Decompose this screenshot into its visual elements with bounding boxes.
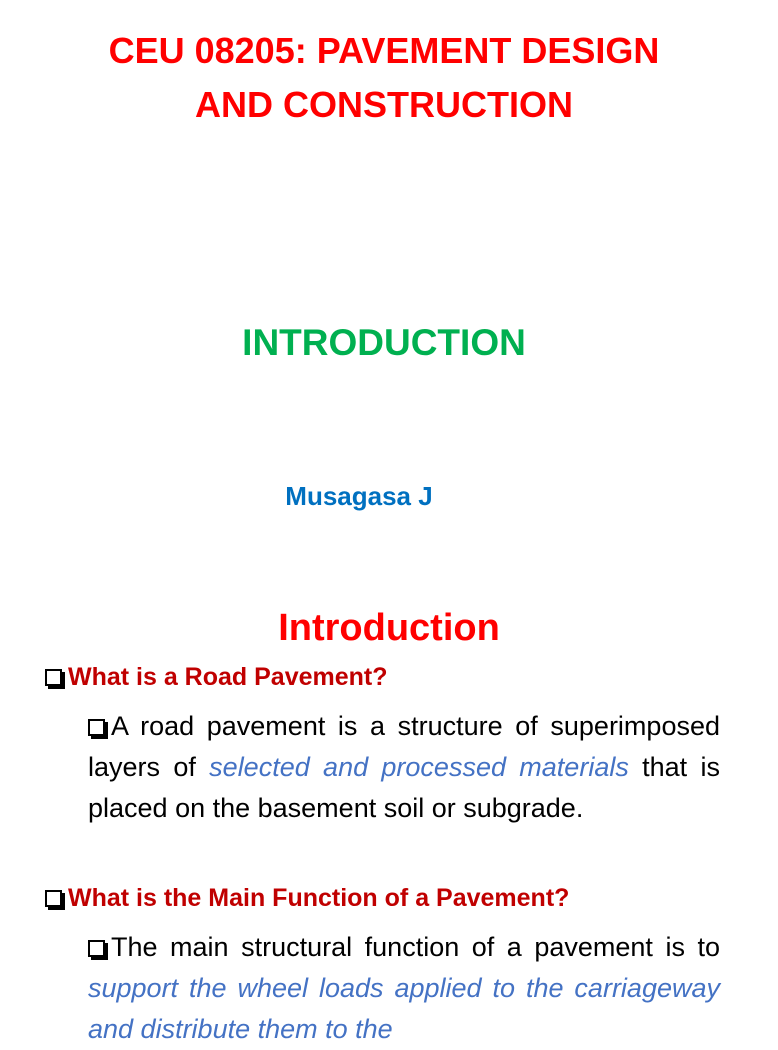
checkbox-bullet-icon (88, 719, 105, 736)
course-title (0, 24, 768, 132)
question-main-function (45, 880, 745, 916)
question-text: What is the Main Function of a Pavement? (68, 884, 570, 912)
course-title-line-1: CEU 08205: PAVEMENT DESIGN (108, 30, 660, 71)
author-name: Musagasa J (285, 481, 433, 511)
checkbox-bullet-icon (45, 890, 62, 907)
course-title-line-2: AND CONSTRUCTION (195, 84, 573, 125)
answer-text-start: The main structural function of a pavement is to (111, 932, 720, 962)
checkbox-bullet-icon (45, 669, 62, 686)
introduction-slide (0, 585, 768, 1044)
question-road-pavement (45, 659, 745, 695)
answer-road-pavement (88, 706, 720, 829)
answer-text-start: A road pavement is a structure of superimposed layers of (88, 711, 720, 782)
answer-highlight: support the wheel loads applied to the carriageway and distribute them to the (88, 973, 720, 1044)
slide-title: Introduction (278, 607, 500, 649)
checkbox-bullet-icon (88, 940, 105, 957)
slide-subtitle: INTRODUCTION (242, 322, 526, 363)
answer-text-end: that is placed on the basement soil or subgrade. (88, 752, 720, 823)
question-text: What is a Road Pavement? (68, 663, 388, 691)
answer-highlight: selected and processed materials (209, 752, 629, 782)
answer-main-function (88, 927, 720, 1050)
